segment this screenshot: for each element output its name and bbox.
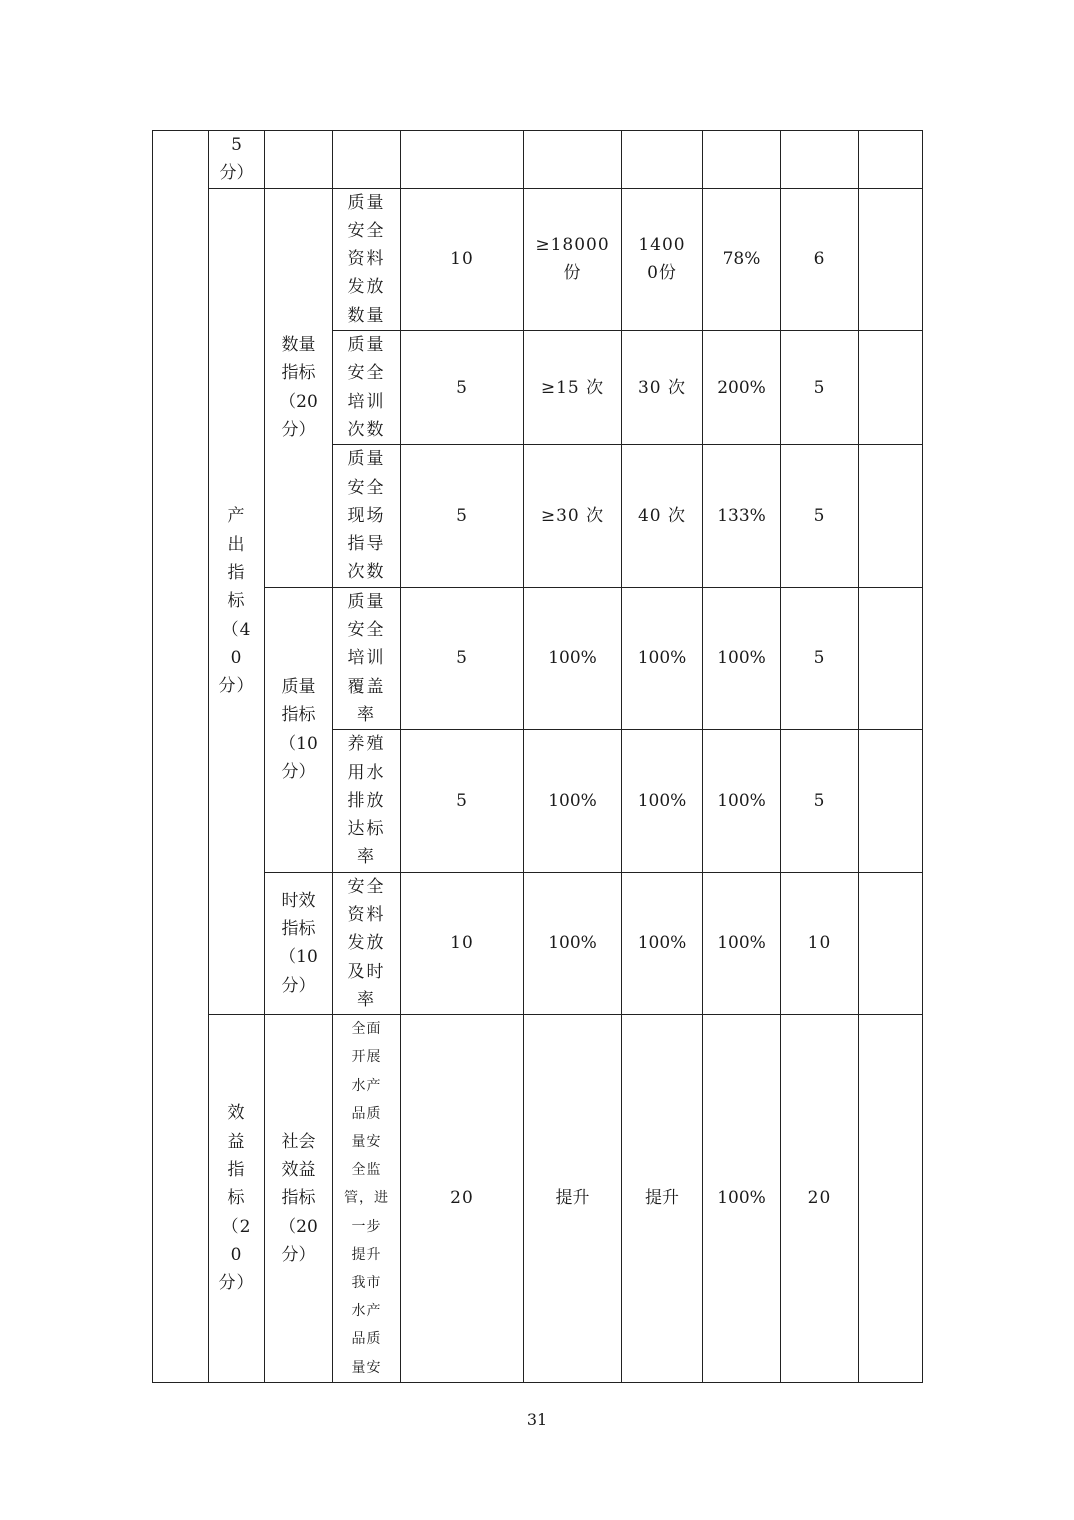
subcategory-cell-quantity: 数量 指标 （20 分） <box>265 188 333 587</box>
got-cell: 5 <box>781 730 859 872</box>
table-row <box>153 131 923 189</box>
target-cell: 提升 <box>524 1015 622 1383</box>
score-cell: 5 <box>401 445 524 587</box>
table-row <box>153 587 923 729</box>
empty-cell <box>333 131 401 189</box>
got-cell: 5 <box>781 587 859 729</box>
empty-cell <box>859 131 923 189</box>
got-cell: 6 <box>781 188 859 330</box>
got-cell: 5 <box>781 331 859 445</box>
actual-cell: 100% <box>622 872 703 1014</box>
performance-table <box>152 130 923 1383</box>
empty-cell <box>781 131 859 189</box>
empty-cell <box>622 131 703 189</box>
target-cell: 100% <box>524 587 622 729</box>
rate-cell: 100% <box>703 872 781 1014</box>
empty-cell <box>265 131 333 189</box>
rate-cell: 200% <box>703 331 781 445</box>
first-column-cell <box>153 131 209 1383</box>
target-cell: ≥15 次 <box>524 331 622 445</box>
table-row <box>153 872 923 1014</box>
page-number: 31 <box>526 1410 548 1429</box>
target-cell: 100% <box>524 872 622 1014</box>
target-cell: ≥18000 份 <box>524 188 622 330</box>
actual-cell: 30 次 <box>622 331 703 445</box>
table-row <box>153 1015 923 1383</box>
table-row <box>153 188 923 330</box>
indicator-cell: 质量 安全 资料 发放 数量 <box>333 188 401 330</box>
empty-cell <box>524 131 622 189</box>
rate-cell: 133% <box>703 445 781 587</box>
target-cell: 100% <box>524 730 622 872</box>
category-cell-output: 产 出 指 标 （4 0 分） <box>209 188 265 1015</box>
subcategory-cell-quality: 质量 指标 （10 分） <box>265 587 333 872</box>
note-cell <box>859 730 923 872</box>
score-cell: 10 <box>401 872 524 1014</box>
actual-cell: 1400 0份 <box>622 188 703 330</box>
note-cell <box>859 331 923 445</box>
indicator-cell: 安全 资料 发放 及时 率 <box>333 872 401 1014</box>
actual-cell: 100% <box>622 587 703 729</box>
note-cell <box>859 872 923 1014</box>
score-cell: 20 <box>401 1015 524 1383</box>
indicator-cell: 质量 安全 培训 覆盖 率 <box>333 587 401 729</box>
score-cell: 10 <box>401 188 524 330</box>
note-cell <box>859 445 923 587</box>
category-cell-benefit: 效 益 指 标 （2 0 分） <box>209 1015 265 1383</box>
note-cell <box>859 188 923 330</box>
actual-cell: 40 次 <box>622 445 703 587</box>
got-cell: 5 <box>781 445 859 587</box>
actual-cell: 提升 <box>622 1015 703 1383</box>
target-cell: ≥30 次 <box>524 445 622 587</box>
got-cell: 20 <box>781 1015 859 1383</box>
rate-cell: 100% <box>703 587 781 729</box>
note-cell <box>859 1015 923 1383</box>
subcategory-cell-timeliness: 时效 指标 （10 分） <box>265 872 333 1014</box>
score-cell: 5 <box>401 587 524 729</box>
got-cell: 10 <box>781 872 859 1014</box>
rate-cell: 100% <box>703 730 781 872</box>
subcategory-cell-social: 社会 效益 指标 （20 分） <box>265 1015 333 1383</box>
note-cell <box>859 587 923 729</box>
rate-cell: 78% <box>703 188 781 330</box>
rate-cell: 100% <box>703 1015 781 1383</box>
indicator-cell: 质量 安全 培训 次数 <box>333 331 401 445</box>
empty-cell <box>401 131 524 189</box>
empty-cell <box>703 131 781 189</box>
actual-cell: 100% <box>622 730 703 872</box>
indicator-cell: 全面 开展 水产 品质 量安 全监 管，进 一步 提升 我市 水产 品质 量安 <box>333 1015 401 1383</box>
indicator-cell: 质量 安全 现场 指导 次数 <box>333 445 401 587</box>
indicator-cell: 养殖 用水 排放 达标 率 <box>333 730 401 872</box>
category-cell-continued: 5 分） <box>209 131 265 189</box>
score-cell: 5 <box>401 730 524 872</box>
score-cell: 5 <box>401 331 524 445</box>
